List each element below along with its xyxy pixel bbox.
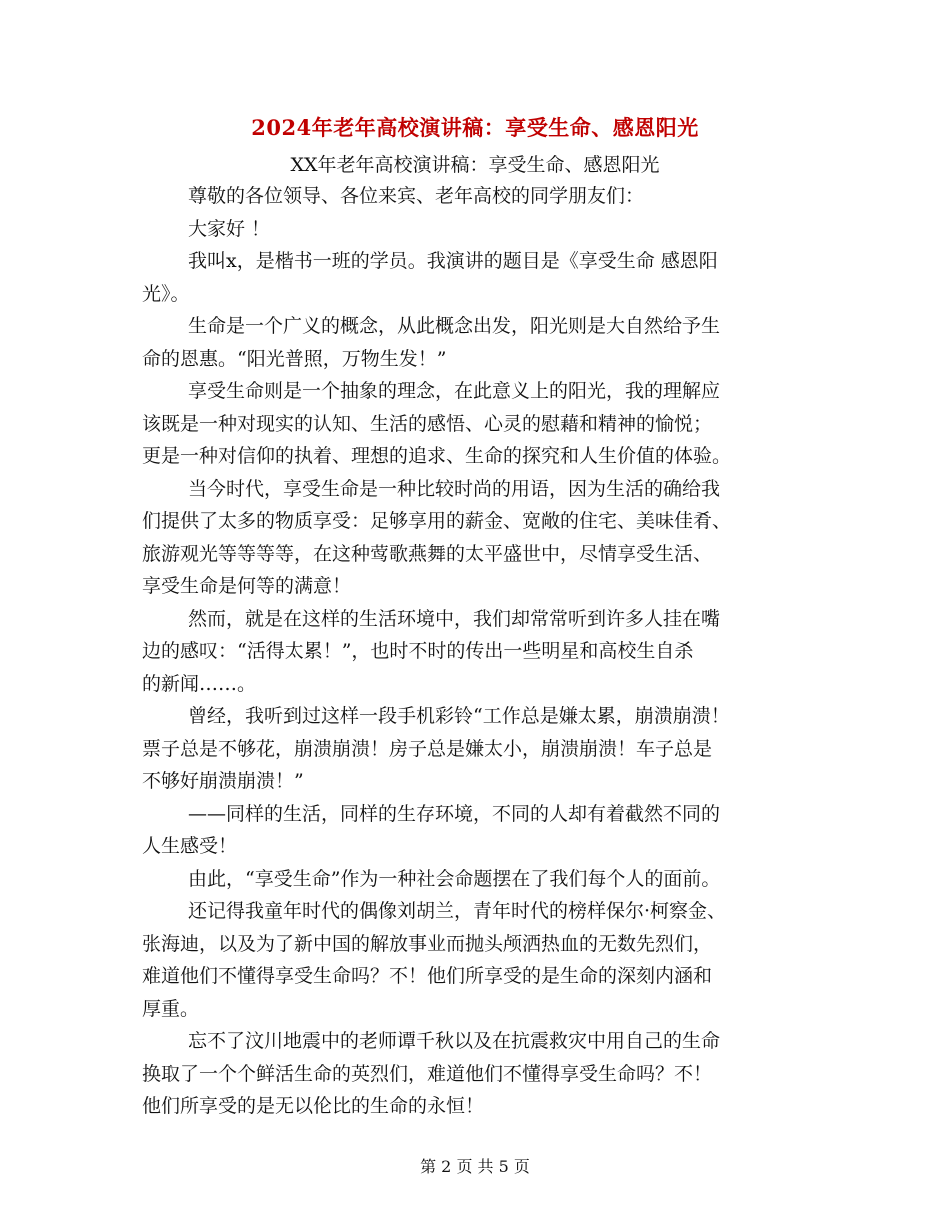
text-line: ——同样的生活，同样的生存环境，不同的人却有着截然不同的 bbox=[188, 802, 721, 825]
text-line: 还记得我童年时代的偶像刘胡兰，青年时代的榜样保尔·柯察金、 bbox=[188, 900, 727, 922]
document-body bbox=[142, 180, 810, 1123]
page-footer: 第 2 页 共 5 页 bbox=[420, 1157, 530, 1176]
text-line: 然而，就是在这样的生活环境中，我们却常常听到许多人挂在嘴 bbox=[188, 607, 721, 630]
text-line: 的新闻……。 bbox=[142, 672, 257, 695]
text-line: 更是一种对信仰的执着、理想的追求、生命的探究和人生价值的体验。 bbox=[142, 445, 732, 467]
text-line: 人生感受！ bbox=[142, 835, 238, 857]
text-line: 他们所享受的是无以伦比的生命的永恒！ bbox=[142, 1095, 485, 1117]
text-line: 由此，“享受生命”作为一种社会命题摆在了我们每个人的面前。 bbox=[188, 867, 721, 890]
text-line: 该既是一种对现实的认知、生活的感悟、心灵的慰藉和精神的愉悦； bbox=[142, 412, 713, 435]
text-line: 难道他们不懂得享受生命吗？不！他们所享受的是生命的深刻内涵和 bbox=[142, 965, 713, 987]
text-line: 曾经，我听到过这样一段手机彩铃“工作总是嫌太累，崩溃崩溃！ bbox=[188, 705, 730, 727]
text-line: 我叫x，是楷书一班的学员。我演讲的题目是《享受生命 感恩阳 bbox=[188, 250, 718, 272]
text-line: 忘不了汶川地震中的老师谭千秋以及在抗震救灾中用自己的生命 bbox=[188, 1030, 721, 1052]
text-line: 张海迪，以及为了新中国的解放事业而抛头颅洒热血的无数先烈们， bbox=[142, 932, 713, 955]
text-line: 换取了一个个鲜活生命的英烈们，难道他们不懂得享受生命吗？不！ bbox=[142, 1062, 713, 1085]
text-line: 边的感叹：“活得太累！”，也时不时的传出一些明星和高校生自杀 bbox=[142, 640, 694, 662]
text-line: 享受生命是何等的满意！ bbox=[142, 575, 352, 597]
text-line: 尊敬的各位领导、各位来宾、老年高校的同学朋友们： bbox=[188, 185, 645, 207]
text-line: 大家好 ！ bbox=[188, 217, 271, 240]
document-title: 2024年老年高校演讲稿：享受生命、感恩阳光 bbox=[251, 115, 699, 140]
text-line: 当今时代，享受生命是一种比较时尚的用语，因为生活的确给我 bbox=[188, 477, 721, 500]
text-line: 享受生命则是一个抽象的理念，在此意义上的阳光，我的理解应 bbox=[188, 380, 721, 402]
text-line: 生命是一个广义的概念，从此概念出发，阳光则是大自然给予生 bbox=[188, 315, 721, 337]
text-line: 厚重。 bbox=[142, 997, 200, 1020]
text-line: 们提供了太多的物质享受：足够享用的薪金、宽敞的住宅、美味佳肴、 bbox=[142, 510, 732, 532]
text-line: 票子总是不够花，崩溃崩溃！房子总是嫌太小，崩溃崩溃！车子总是 bbox=[142, 737, 713, 760]
text-line: 旅游观光等等等等，在这种莺歌燕舞的太平盛世中，尽情享受生活、 bbox=[142, 542, 713, 565]
text-line: 命的恩惠。“阳光普照，万物生发！” bbox=[142, 347, 447, 370]
text-line: 不够好崩溃崩溃！” bbox=[142, 770, 304, 792]
document-subtitle: XX年老年高校演讲稿：享受生命、感恩阳光 bbox=[290, 154, 660, 176]
text-line: 光》。 bbox=[142, 282, 190, 305]
